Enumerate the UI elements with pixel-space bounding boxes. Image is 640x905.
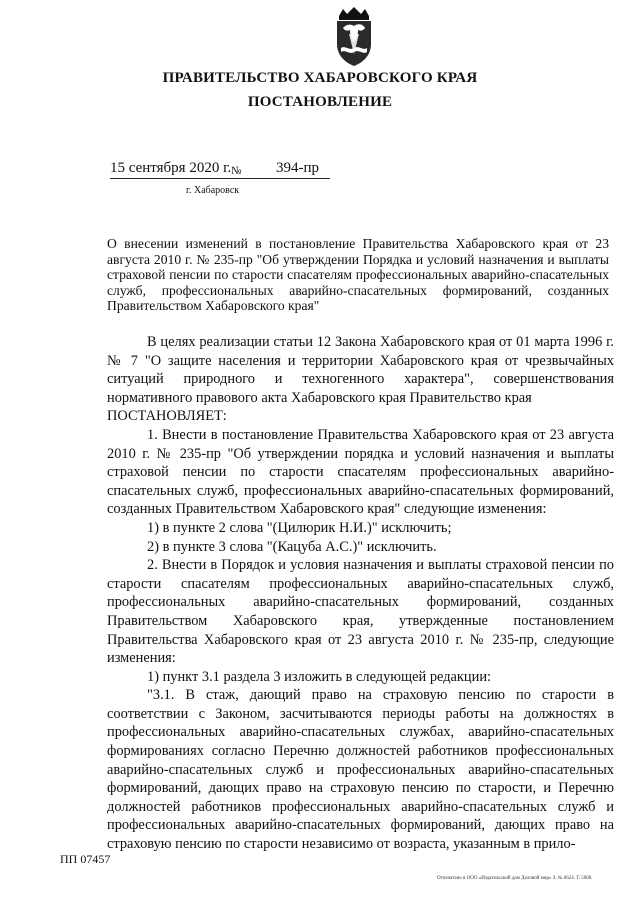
paragraph-item-1-2: 2) в пункте 3 слова "(Кацуба А.С.)" исключить. [147, 538, 437, 555]
government-heading: ПРАВИТЕЛЬСТВО ХАБАРОВСКОГО КРАЯ [162, 70, 478, 86]
printer-note: Отпечатано в ООО «Издательский дом Деловой мир» З. № 6624. Т. 5000. [437, 876, 593, 881]
document-city: г. Хабаровск [186, 185, 240, 196]
document-code: ПП 07457 [60, 852, 111, 866]
paragraph-item-2-1-text: "3.1. В стаж, дающий право на страховую пенсию по старости в соответствии с Законом, засчитываются периоды работы на должностях в профессиональных аварийно-спасательных службах, аварийно-спасательных формированиях согласно Перечню должностей работников профессиональных аварийно-спасательных служб и профессиональных аварийно-спасательных формирований, дающих право на страховую пенсию по старости, и Перечню должностей работников профессиональных аварийно-спасательных служб и профессиональных аварийно-спасательных формирований, дающих право на страховую пенсию по старости независимо от возраста, указанным в прило- [107, 687, 614, 853]
coat-of-arms-icon [327, 6, 381, 68]
document-number: 394-пр [276, 160, 320, 176]
paragraph-item-2: 2. Внести в Порядок и условия назначения и выплаты страховой пенсии по старости спасателям профессиональных аварийно-спасательных служб, профессиональных аварийно-спасательных формирований, созданных Правительством Хабаровского края, утвержденные постановлением Правительства Хабаровского края от 23 августа 2010 г. № 235-пр, следующие изменения: [107, 557, 614, 667]
number-sign: № [231, 165, 242, 177]
document-date: 15 сентября 2020 г. [110, 160, 232, 176]
paragraph-preamble: В целях реализации статьи 12 Закона Хабаровского края от 01 марта 1996 г. № 7 "О защите населения и территории Хабаровского края от чрезвычайных ситуаций природного и техногенного характера", совершенствования нормативного правового акта Хабаровского края Правительство края [107, 334, 614, 406]
date-underline [110, 178, 330, 179]
paragraph-item-1-1: 1) в пункте 2 слова "(Цилюрик Н.И.)" исключить; [147, 519, 452, 536]
paragraph-item-2-1: 1) пункт 3.1 раздела 3 изложить в следующей редакции: [147, 668, 492, 685]
paragraph-resolves: ПОСТАНОВЛЯЕТ: [107, 408, 227, 425]
document-title: О внесении изменений в постановление Правительства Хабаровского края от 23 августа 2010 г. № 235-пр "Об утверждении Порядка и условий назначения и выплаты страховой пенсии по старости спасателям профессиональных аварийно-спасательных служб, профессиональных аварийно-спасательных формирований, созданных Правительством Хабаровского края" [107, 236, 609, 313]
document-type-heading: ПОСТАНОВЛЕНИЕ [247, 94, 393, 110]
paragraph-item-1: 1. Внести в постановление Правительства Хабаровского края от 23 августа 2010 г. № 235-пр "Об утверждении порядка и условий назначения и выплаты страховой пенсии по старости спасателям профессиональных аварийно-спасательных служб, профессиональных аварийно-спасательных формирований, созданных Правительством Хабаровского края" следующие изменения: [107, 426, 614, 518]
document-body [107, 333, 614, 854]
